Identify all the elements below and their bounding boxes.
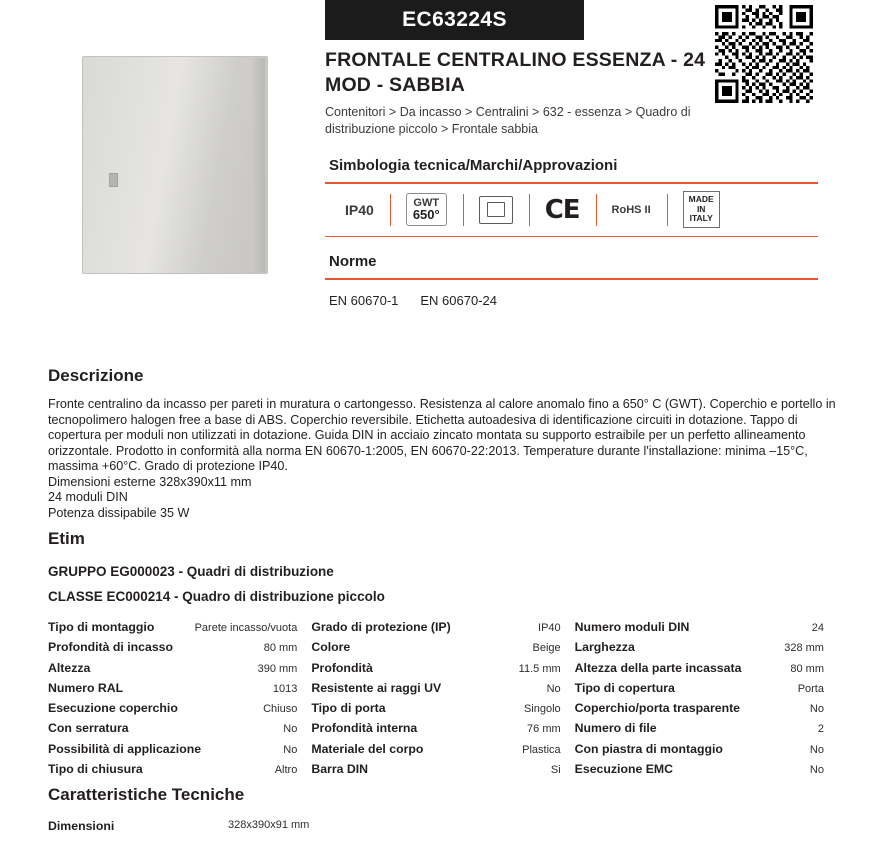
descrizione-paragraph: Fronte centralino da incasso per pareti in muratura o cartongesso. Resistenza al calore anomalo fino a 650° C (GWT). Coperchio e portello in tecnopolimero halogen free a base di ABS. Coperchio reversibile. Etichetta autoadesiva di identificazione circuiti in dotazione. Tappo di copertura per moduli non utilizzati in dotazione. Guida DIN in acciaio zincato montata su supporto estraibile per un perfetto allineamento orizzontale. Prodotto in conformità alla norma EN 60670-1:2005, EN 60670-22:2013. Temperature durante l'installazione: minima –15°C, massima +60°C. Grado di protezione IP40. [48, 397, 836, 473]
etim-attribute-value: 80 mm [263, 642, 298, 655]
etim-attribute-key: Numero RAL [48, 680, 124, 695]
etim-attribute-row [48, 659, 297, 679]
norme-list [325, 280, 818, 308]
rohs-mark [596, 190, 667, 230]
etim-attribute-value: Porta [797, 682, 824, 695]
ip-rating-mark [329, 190, 390, 230]
etim-attribute-value: 328 mm [784, 642, 824, 655]
etim-attribute-row [575, 618, 824, 638]
etim-attribute-key: Numero moduli DIN [574, 620, 690, 634]
etim-attribute-key: Profondità interna [311, 721, 418, 736]
descrizione-section [48, 366, 838, 521]
etim-attribute-key: Altezza della parte incassata [574, 660, 742, 675]
etim-attribute-value: No [283, 723, 298, 736]
etim-attribute-value: Altro [274, 764, 298, 777]
frame-symbol-mark [463, 190, 529, 230]
caratteristiche-key: Dimensioni [48, 819, 115, 833]
product-code-badge [325, 0, 584, 40]
caratteristiche-row [48, 819, 838, 833]
gwt-label: GWT [413, 197, 440, 209]
product-image-container [48, 36, 304, 296]
simbologia-heading: Simbologia tecnica/Marchi/Approvazioni [329, 157, 618, 174]
etim-attribute-key: Coperchio/porta trasparente [574, 701, 741, 716]
etim-attribute-value: No [809, 743, 824, 756]
etim-attribute-value: 80 mm [790, 662, 824, 675]
etim-attribute-key: Larghezza [574, 640, 635, 655]
etim-attribute-key: Profondità di incasso [48, 640, 174, 655]
frame-inner-icon [487, 202, 505, 217]
norme-item: EN 60670-24 [420, 292, 498, 308]
etim-attribute-row [311, 699, 560, 719]
marks-row [325, 184, 818, 236]
etim-attribute-row [575, 699, 824, 719]
caratteristiche-value: 328x390x91 mm [228, 819, 310, 831]
etim-attribute-columns [48, 618, 838, 780]
etim-attribute-key: Con serratura [48, 721, 129, 736]
etim-attribute-key: Materiale del corpo [311, 741, 424, 756]
etim-attribute-row [311, 719, 560, 739]
etim-gruppo: GRUPPO EG000023 - Quadri di distribuzione [48, 564, 334, 579]
etim-attribute-row [311, 618, 560, 638]
etim-attribute-key: Altezza [48, 660, 91, 675]
etim-attribute-row [48, 699, 297, 719]
qr-code-icon [710, 0, 818, 108]
descrizione-heading: Descrizione [48, 366, 144, 385]
etim-attribute-row [311, 740, 560, 760]
etim-attribute-value: 2 [817, 723, 824, 736]
etim-attribute-key: Colore [311, 640, 351, 655]
etim-attribute-value: Beige [532, 642, 561, 655]
etim-attribute-value: No [809, 703, 824, 716]
norme-heading: Norme [329, 253, 377, 270]
etim-attribute-value: Plastica [522, 743, 561, 756]
etim-column-1 [48, 618, 311, 780]
etim-attribute-row [311, 659, 560, 679]
etim-attribute-value: Singolo [523, 703, 561, 716]
etim-attribute-key: Profondità [311, 660, 373, 675]
gwt-rating-mark [390, 190, 463, 230]
made-in-italy-mark [667, 190, 736, 230]
qr-code-svg [715, 5, 813, 103]
etim-attribute-value: Parete incasso/vuota [194, 622, 298, 634]
etim-column-3 [575, 618, 838, 780]
etim-attribute-key: Tipo di montaggio [48, 620, 155, 634]
descrizione-dimensioni: Dimensioni esterne 328x390x11 mm [48, 474, 252, 489]
caratteristiche-section [48, 785, 838, 833]
etim-attribute-key: Possibilità di applicazione [48, 741, 202, 756]
latch-detail [109, 173, 118, 187]
etim-attribute-row [311, 679, 560, 699]
norme-panel [325, 253, 818, 308]
etim-classe: CLASSE EC000214 - Quadro di distribuzione piccolo [48, 589, 385, 604]
descrizione-moduli: 24 moduli DIN [48, 490, 128, 504]
norme-item: EN 60670-1 [329, 292, 399, 308]
etim-attribute-row [48, 618, 297, 638]
gwt-box [406, 193, 447, 226]
ip-rating-label: IP40 [345, 201, 374, 218]
gwt-value: 650° [412, 207, 440, 222]
rohs-label: RoHS II [611, 203, 651, 216]
ce-mark-label: CE [544, 194, 580, 225]
etim-attribute-value: 24 [811, 622, 824, 634]
etim-attribute-value: No [809, 764, 824, 777]
made-in-italy-box [683, 191, 720, 228]
etim-section [48, 529, 838, 780]
divider-bottom [325, 236, 818, 238]
etim-attribute-row [575, 679, 824, 699]
etim-attribute-row [48, 719, 297, 739]
etim-attribute-value: 1013 [272, 682, 298, 695]
etim-attribute-value: 11.5 mm [518, 662, 561, 675]
etim-attribute-row [48, 638, 297, 658]
frame-icon [479, 196, 513, 224]
descrizione-body [48, 397, 838, 521]
etim-heading: Etim [48, 529, 85, 548]
etim-column-2 [311, 618, 574, 780]
etim-attribute-value: Si [550, 764, 561, 777]
etim-attribute-row [48, 679, 297, 699]
header-section [0, 0, 869, 340]
etim-attribute-key: Resistente ai raggi UV [311, 680, 442, 695]
etim-attribute-row [575, 760, 824, 780]
etim-attribute-key: Tipo di copertura [574, 680, 675, 695]
etim-attribute-row [575, 638, 824, 658]
etim-attribute-row [48, 760, 297, 780]
etim-attribute-key: Numero di file [574, 721, 657, 736]
etim-attribute-row [575, 659, 824, 679]
etim-attribute-key: Tipo di porta [311, 701, 386, 716]
etim-attribute-value: No [283, 743, 298, 756]
etim-attribute-value: 76 mm [527, 723, 561, 736]
etim-attribute-row [48, 740, 297, 760]
etim-attribute-value: 390 mm [257, 662, 298, 675]
etim-attribute-key: Esecuzione EMC [574, 762, 674, 777]
descrizione-potenza: Potenza dissipabile 35 W [48, 505, 190, 520]
etim-attribute-key: Tipo di chiusura [48, 762, 143, 777]
etim-attribute-value: Chiuso [263, 703, 298, 716]
etim-attribute-key: Esecuzione coperchio [48, 701, 178, 716]
etim-attribute-value: IP40 [538, 622, 561, 634]
product-code: EC63224S [402, 8, 507, 31]
etim-attribute-row [575, 740, 824, 760]
made-line2: IN [696, 203, 706, 214]
breadcrumb: Contenitori > Da incasso > Centralini > 632 - essenza > Quadro di distribuzione piccolo > Frontale sabbia [325, 105, 691, 136]
made-line3: ITALY [689, 213, 713, 224]
etim-attribute-key: Grado di protezione (IP) [311, 620, 451, 634]
etim-attribute-key: Barra DIN [311, 762, 369, 777]
etim-attribute-value: No [546, 682, 561, 695]
etim-attribute-key: Con piastra di montaggio [574, 741, 723, 756]
product-photo [82, 56, 268, 274]
etim-attribute-row [311, 638, 560, 658]
ce-mark [529, 190, 596, 230]
caratteristiche-heading: Caratteristiche Tecniche [48, 785, 245, 804]
made-line1: MADE [688, 194, 714, 205]
page-title: FRONTALE CENTRALINO ESSENZA - 24 MOD - SABBIA [325, 49, 706, 96]
etim-attribute-row [311, 760, 560, 780]
etim-attribute-row [575, 719, 824, 739]
simbologia-panel [325, 157, 818, 237]
